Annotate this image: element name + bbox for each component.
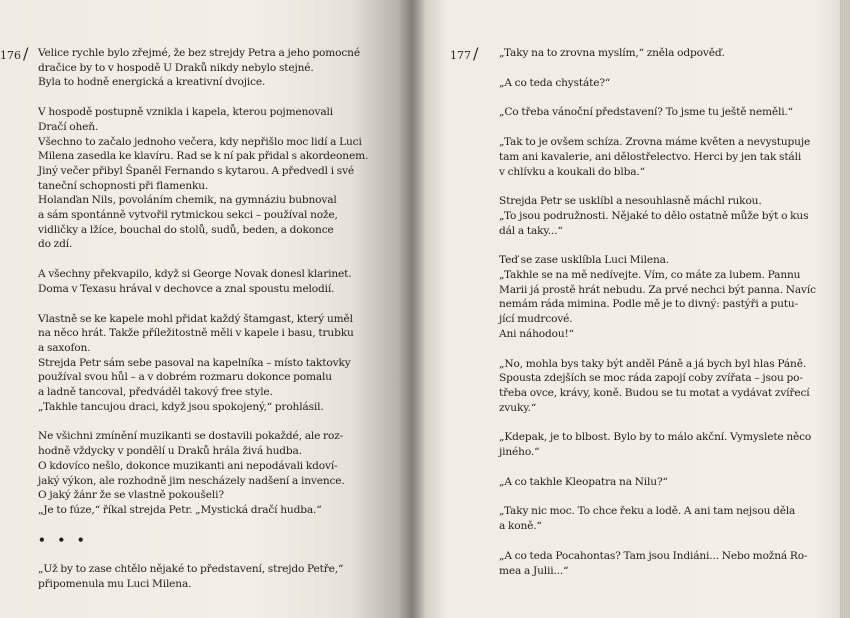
text-line: O kdovíco nešlo, dokonce muzikanti ani nepodávali kdoví- xyxy=(38,459,338,472)
text-line: v chlívku a koukali do blba.“ xyxy=(499,165,645,178)
text-line: V hospodě postupně vznikla i kapela, kterou pojmenovali xyxy=(38,106,333,119)
paragraph xyxy=(499,504,829,533)
text-line: do zdí. xyxy=(38,238,73,251)
text-line: Všechno to začalo jednoho večera, kdy nepřišlo moc lidí a Luci xyxy=(38,135,362,148)
text-line: jaký výkon, ale rozhodně jim nescházely nadšení a invence. xyxy=(38,474,345,487)
text-line: „A co teda Pocahontas? Tam jsou Indiáni... Nebo možná Ro- xyxy=(499,549,808,562)
left-page xyxy=(0,0,412,618)
paragraph xyxy=(499,549,829,578)
text-line: Dračí oheň. xyxy=(38,120,99,133)
text-line: „A co takhle Kleopatra na Nilu?“ xyxy=(499,475,668,488)
page-number-slash: / xyxy=(473,44,479,63)
text-line: Byla to hodně energická a kreativní dvojice. xyxy=(38,76,266,89)
left-page-text xyxy=(38,46,390,607)
text-line: „To jsou podružnosti. Nějaké to dělo ostatně může být o kus xyxy=(499,209,809,222)
text-line: Holanďan Nils, povoláním chemik, na gymnáziu bubnoval xyxy=(38,194,337,207)
text-line: jiného.“ xyxy=(499,446,540,459)
text-line: Doma v Texasu hrával v dechovce a znal spoustu melodií. xyxy=(38,282,335,295)
paragraph xyxy=(38,267,390,296)
text-line: O jaký žánr že se vlastně pokoušeli? xyxy=(38,489,224,502)
text-line: vidličky a lžíce, bouchal do stolů, sudů, beden, a dokonce xyxy=(38,223,334,236)
left-page-number xyxy=(0,44,28,63)
paragraph xyxy=(499,135,829,179)
text-line: Ne všichni zmínění muzikanti se dostavili pokaždé, ale roz- xyxy=(38,430,344,443)
book-gutter xyxy=(398,0,426,618)
paragraph xyxy=(499,105,829,120)
text-line: hodně vždycky v pondělí u Draků hrála živá hudba. xyxy=(38,445,302,458)
text-line: Teď se zase usklíbla Luci Milena. xyxy=(499,254,670,267)
text-line: „Takhle tancujou draci, když jsou spokojený,“ prohlásil. xyxy=(38,400,324,413)
text-line: dál a taky...“ xyxy=(499,224,563,237)
text-line: „Co třeba vánoční představení? To jsme tu ještě neměli.“ xyxy=(499,106,793,119)
text-line: „A co teda chystáte?“ xyxy=(499,76,611,89)
text-line: tam ani kavalerie, ani dělostřelectvo. Herci by jen tak stáli xyxy=(499,150,802,163)
paragraph xyxy=(499,253,829,341)
text-line: Milena zasedla ke klavíru. Rad se k ní pak přidal s akordeonem. xyxy=(38,150,369,163)
paragraph xyxy=(499,46,829,61)
text-line: na něco hrát. Takže příležitostně měli v kapele i basu, trubku xyxy=(38,327,354,340)
text-line: Strejda Petr se usklíbl a nesouhlasně máchl rukou. xyxy=(499,195,762,208)
text-line: a saxofon. xyxy=(38,341,91,354)
right-page xyxy=(412,0,850,618)
text-line: Marii já prostě hrát nebudu. Za prvé nechci být panna. Navíc xyxy=(499,283,816,296)
left-page-number-value: 176 xyxy=(0,49,21,62)
paragraph xyxy=(38,46,390,90)
text-line: „Kdepak, je to blbost. Bylo by to málo akční. Vymyslete něco xyxy=(499,431,812,444)
paragraph xyxy=(499,357,829,416)
paragraph xyxy=(38,105,390,252)
text-line: Velice rychle bylo zřejmé, že bez strejdy Petra a jeho pomocné xyxy=(38,47,360,59)
text-line: Vlastně se ke kapele mohl přidat každý štamgast, který uměl xyxy=(38,312,353,325)
text-line: „Taky na to zrovna myslím,“ zněla odpověď. xyxy=(499,47,725,59)
text-line: třeba ovce, krávy, koně. Budou se tu motat a vydávat zvířecí xyxy=(499,386,810,399)
text-line: „No, mohla bys taky být anděl Páně a já bych byl hlas Páně. xyxy=(499,357,807,370)
text-line: a ladně tancoval, předváděl takový free style. xyxy=(38,386,273,399)
text-line: taneční schopnosti při flamenku. xyxy=(38,179,209,192)
text-line: jící mudrcové. xyxy=(499,313,573,326)
text-line: A všechny překvapilo, když si George Novak donesl klarinet. xyxy=(38,268,352,281)
text-line: a sám spontánně vytvořil rytmickou sekci – používal nože, xyxy=(38,209,338,222)
page-edge xyxy=(840,0,850,618)
text-line: nemám ráda mimina. Podle mě je to divný: pastýři a putu- xyxy=(499,298,798,311)
text-line: „Tak to je ovšem schíza. Zrovna máme květen a nevystupuje xyxy=(499,136,811,149)
paragraph xyxy=(38,312,390,415)
page-number-slash: / xyxy=(23,44,29,63)
text-line: dračice by to v hospodě U Draků nikdy nebylo stejné. xyxy=(38,61,314,74)
text-line: „Už by to zase chtělo nějaké to představení, strejdo Petře,“ xyxy=(38,563,344,576)
text-line: mea a Julii...“ xyxy=(499,564,569,577)
paragraph xyxy=(38,429,390,517)
paragraph xyxy=(499,430,829,459)
paragraph xyxy=(38,562,390,591)
paragraph xyxy=(499,194,829,238)
right-page-number xyxy=(450,44,478,63)
paragraph xyxy=(499,76,829,91)
text-line: Strejda Petr sám sebe pasoval na kapelníka – místo taktovky xyxy=(38,356,351,369)
text-line: používal svou hůl – a v dobrém rozmaru dokonce pomalu xyxy=(38,371,332,384)
text-line: „Taky nic moc. To chce řeku a lodě. A ani tam nejsou děla xyxy=(499,505,796,518)
right-page-text xyxy=(499,46,829,593)
text-line: Spousta zdejších se moc ráda zapojí coby zvířata – jsou po- xyxy=(499,372,803,385)
right-page-number-value: 177 xyxy=(450,49,471,62)
paragraph xyxy=(38,533,390,548)
text-line: a koně.“ xyxy=(499,520,542,533)
text-line: zvuky.“ xyxy=(499,401,537,414)
text-line: Jiný večer přibyl Španěl Fernando s kytarou. A předvedl i své xyxy=(38,164,355,177)
text-line: Ani náhodou!“ xyxy=(499,327,574,340)
text-line: připomenula mu Luci Milena. xyxy=(38,578,192,591)
paragraph xyxy=(499,475,829,490)
section-break: • • • xyxy=(38,532,89,547)
text-line: „Takhle se na mě nedívejte. Vím, co máte za lubem. Pannu xyxy=(499,269,801,282)
text-line: „Je to fúze,“ říkal strejda Petr. „Mystická dračí hudba.“ xyxy=(38,503,322,516)
